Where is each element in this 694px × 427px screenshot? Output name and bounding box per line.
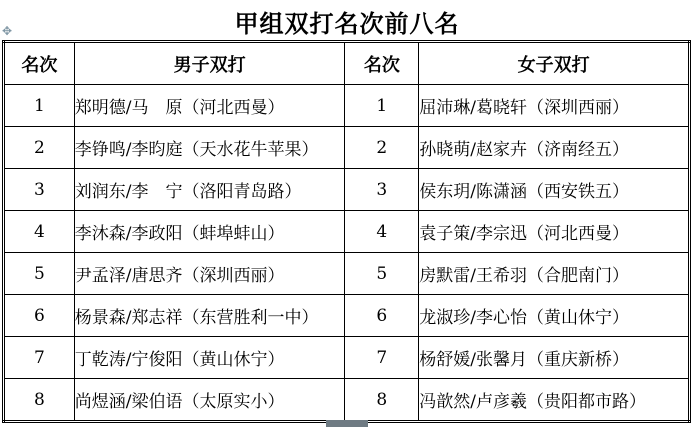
rank-men-cell[interactable]: 1: [4, 85, 75, 127]
rank-men-cell[interactable]: 5: [4, 253, 75, 295]
rank-men-cell[interactable]: 6: [4, 295, 75, 337]
women-pair-cell[interactable]: 屈沛琳/葛晓轩（深圳西丽）: [419, 85, 690, 127]
women-pair-cell[interactable]: 侯东玥/陈潇涵（西安铁五）: [419, 169, 690, 211]
header-rank-men[interactable]: 名次: [4, 42, 75, 85]
scrollbar-thumb[interactable]: [326, 420, 368, 427]
table-header-row: [4, 42, 690, 85]
ranking-table: [2, 40, 691, 423]
rank-men-cell[interactable]: 4: [4, 211, 75, 253]
rank-men-cell[interactable]: 8: [4, 379, 75, 422]
table-row: [4, 253, 690, 295]
men-pair-cell[interactable]: 杨景森/郑志祥（东营胜利一中）: [74, 295, 345, 337]
men-pair-cell[interactable]: 郑明德/马 原（河北西曼）: [74, 85, 345, 127]
rank-men-cell[interactable]: 2: [4, 127, 75, 169]
women-pair-cell[interactable]: 袁子策/李宗迅（河北西曼）: [419, 211, 690, 253]
table-row: [4, 379, 690, 422]
rank-men-cell[interactable]: 3: [4, 169, 75, 211]
header-women-doubles[interactable]: 女子双打: [419, 42, 690, 85]
women-pair-cell[interactable]: 杨舒媛/张馨月（重庆新桥）: [419, 337, 690, 379]
men-pair-cell[interactable]: 刘润东/李 宁（洛阳青岛路）: [74, 169, 345, 211]
rank-women-cell[interactable]: 7: [345, 337, 419, 379]
rank-women-cell[interactable]: 6: [345, 295, 419, 337]
women-pair-cell[interactable]: 孙晓萌/赵家卉（济南经五）: [419, 127, 690, 169]
rank-women-cell[interactable]: 5: [345, 253, 419, 295]
men-pair-cell[interactable]: 李沐森/李政阳（蚌埠蚌山）: [74, 211, 345, 253]
rank-women-cell[interactable]: 3: [345, 169, 419, 211]
rank-women-cell[interactable]: 8: [345, 379, 419, 422]
table-row: [4, 127, 690, 169]
women-pair-cell[interactable]: 冯歆然/卢彦羲（贵阳都市路）: [419, 379, 690, 422]
women-pair-cell[interactable]: 房默雷/王希羽（合肥南门）: [419, 253, 690, 295]
header-men-doubles[interactable]: 男子双打: [74, 42, 345, 85]
table-row: [4, 85, 690, 127]
page-title: 甲组双打名次前八名: [234, 9, 460, 38]
table-move-handle-icon[interactable]: ✥: [1, 24, 13, 38]
men-pair-cell[interactable]: 李铮鸣/李昀庭（天水花牛苹果）: [74, 127, 345, 169]
men-pair-cell[interactable]: 尚煜涵/梁伯语（太原实小）: [74, 379, 345, 422]
men-pair-cell[interactable]: 尹孟泽/唐思齐（深圳西丽）: [74, 253, 345, 295]
header-rank-women[interactable]: 名次: [345, 42, 419, 85]
women-pair-cell[interactable]: 龙淑珍/李心怡（黄山休宁）: [419, 295, 690, 337]
table-row: [4, 337, 690, 379]
table-row: [4, 211, 690, 253]
rank-men-cell[interactable]: 7: [4, 337, 75, 379]
table-row: [4, 295, 690, 337]
rank-women-cell[interactable]: 4: [345, 211, 419, 253]
rank-women-cell[interactable]: 2: [345, 127, 419, 169]
rank-women-cell[interactable]: 1: [345, 85, 419, 127]
table-row: [4, 169, 690, 211]
men-pair-cell[interactable]: 丁乾涛/宁俊阳（黄山休宁）: [74, 337, 345, 379]
